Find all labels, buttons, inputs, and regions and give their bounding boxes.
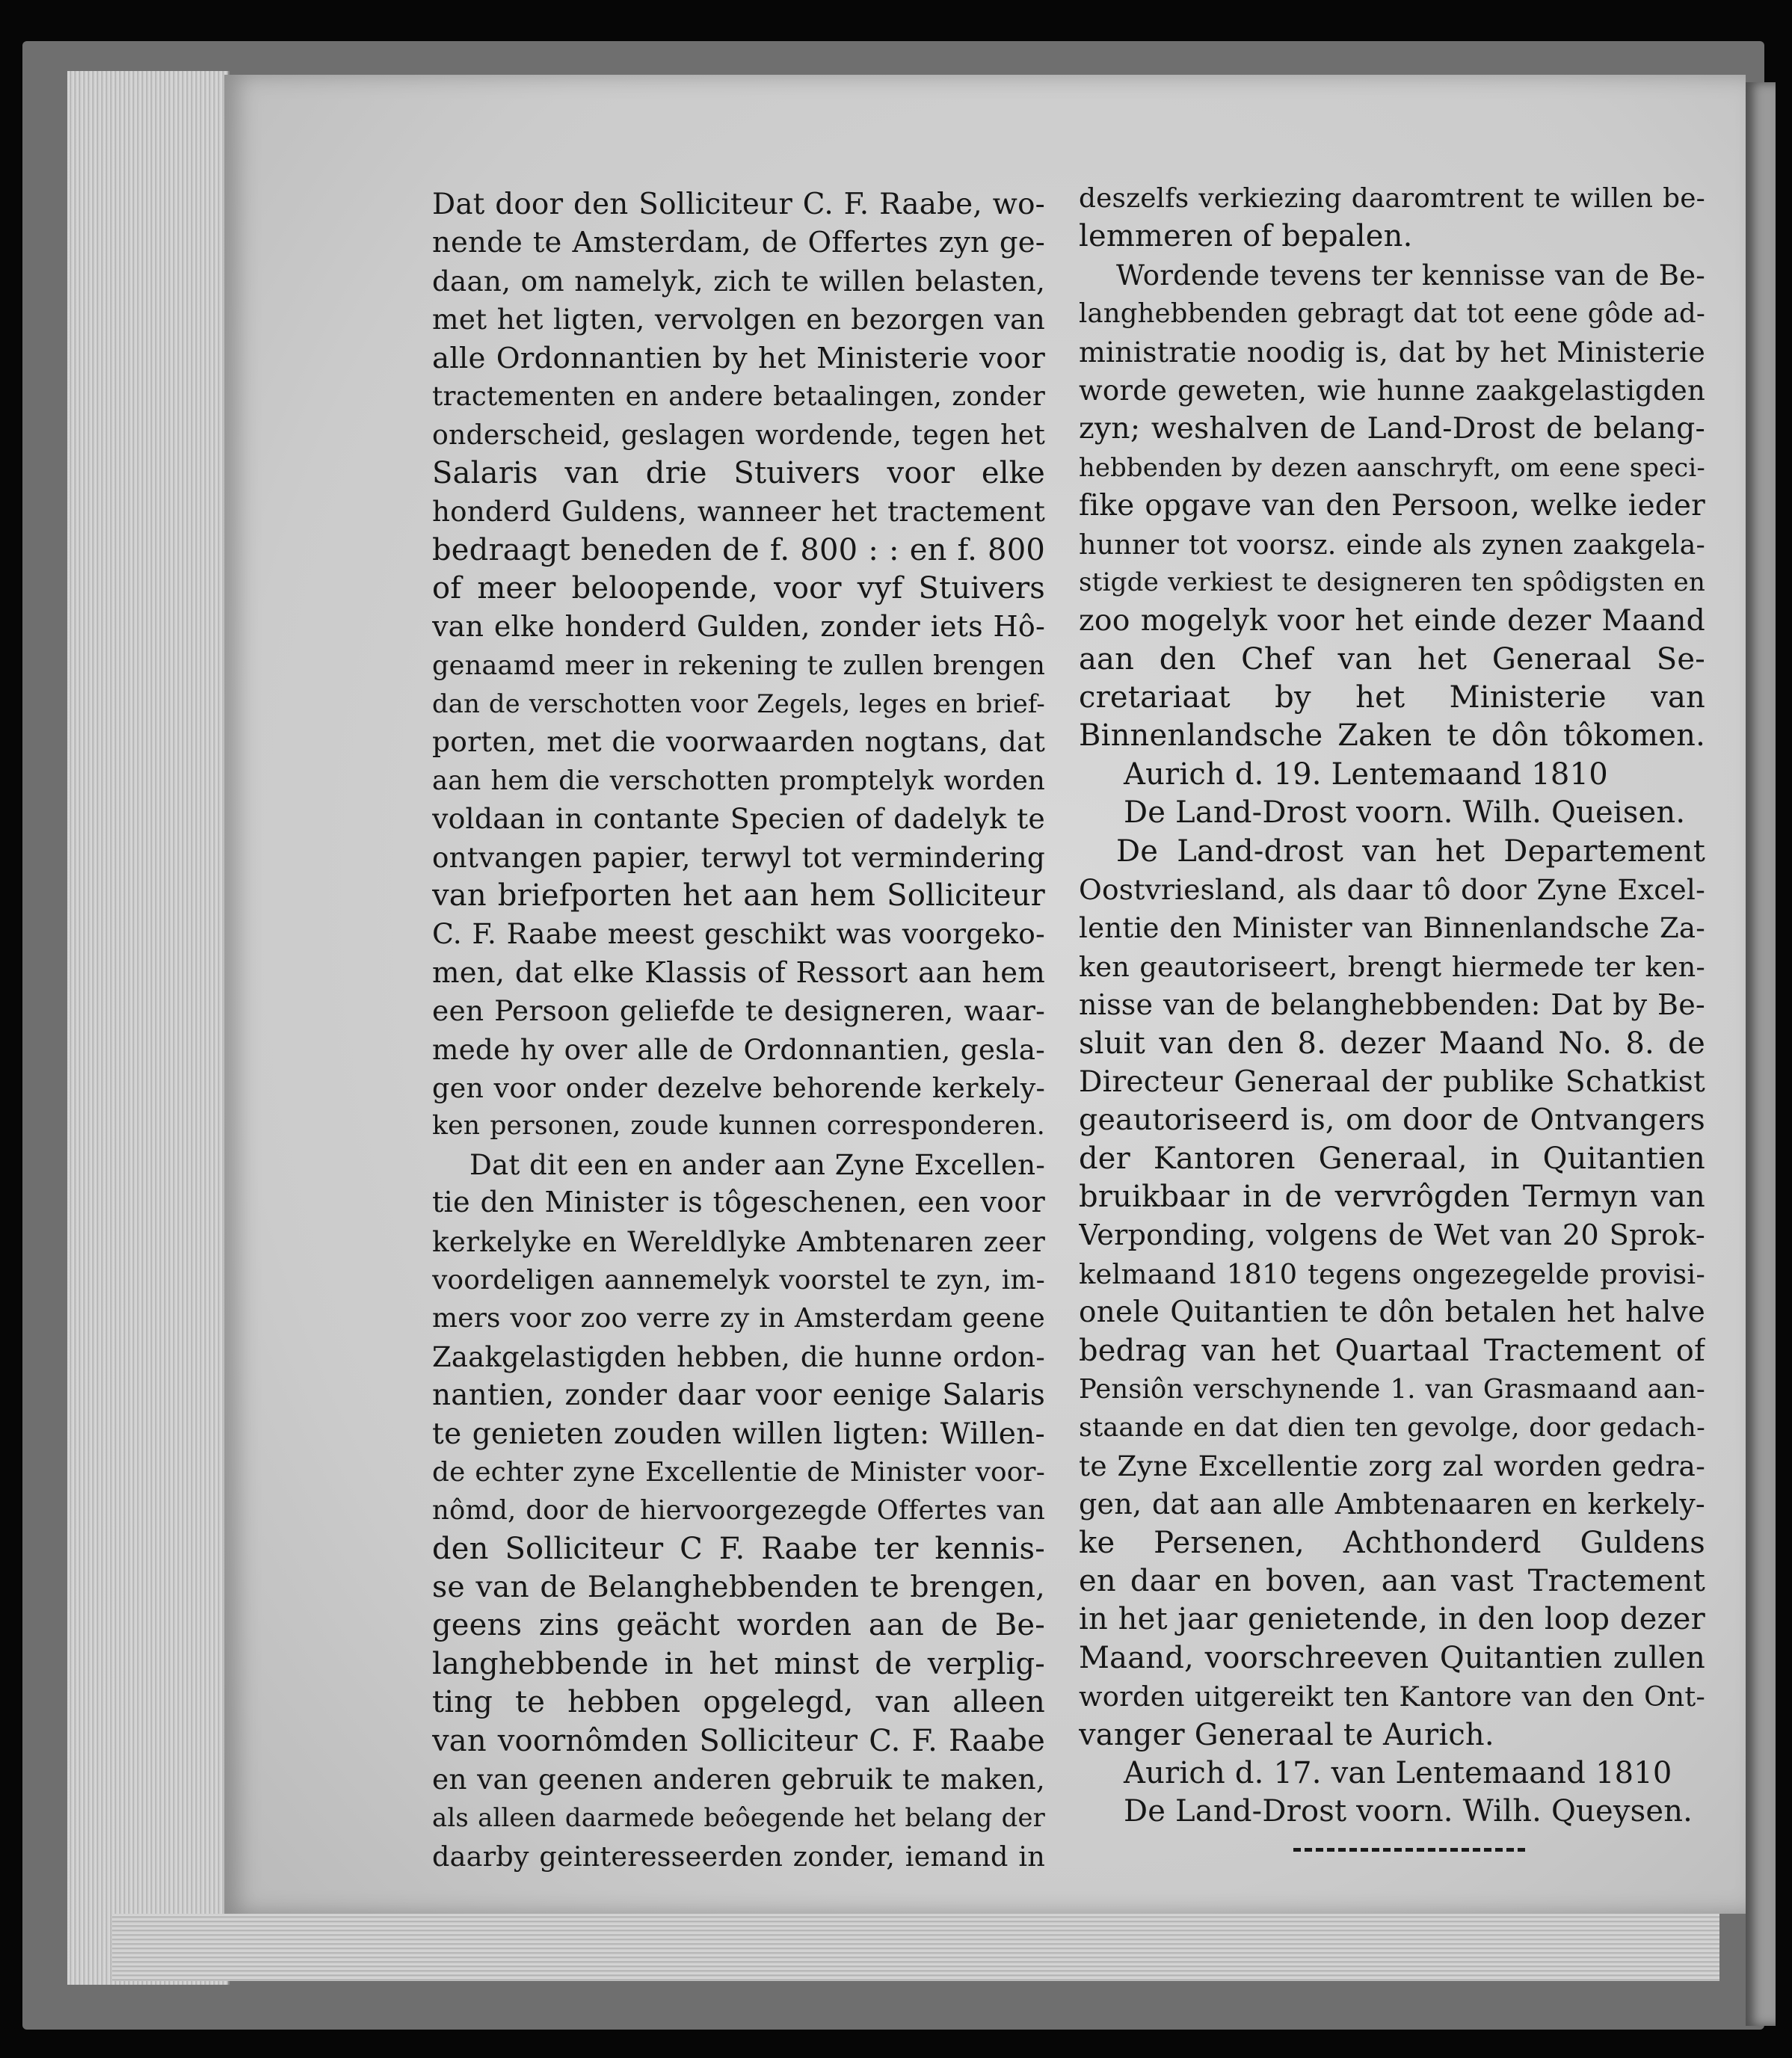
text-line: cretariaat by het Ministerie van	[1079, 680, 1705, 715]
text-line: worde geweten, wie hunne zaakgelastigden	[1079, 374, 1705, 407]
facing-page-edge	[1746, 82, 1776, 2026]
text-line: mede hy over alle de Ordonnantien, gesla-	[432, 1032, 1045, 1066]
text-line: C. F. Raabe meest geschikt was voorgeko-	[432, 917, 1045, 951]
text-line: mers voor zoo verre zy in Amsterdam geene	[432, 1303, 1045, 1334]
text-line: Verponding, volgens de Wet van 20 Sprok-	[1079, 1219, 1705, 1252]
signature-line: De Land-Drost voorn. Wilh. Queysen.	[1124, 1794, 1693, 1829]
text-line: van elke honderd Gulden, zonder iets Hô-	[432, 610, 1045, 644]
text-line: deszelfs verkiezing daaromtrent te willen be-	[1079, 183, 1705, 214]
signature-line: De Land-Drost voorn. Wilh. Queisen.	[1124, 795, 1686, 831]
text-line: Dat door den Solliciteur C. F. Raabe, wo-	[432, 188, 1045, 221]
text-line: bedrag van het Quartaal Tractement of	[1079, 1333, 1705, 1368]
text-line: den Solliciteur C F. Raabe ter kennis-	[432, 1531, 1045, 1566]
closing-dashed-rule	[1293, 1848, 1525, 1852]
text-line: hebbenden by dezen aanschryft, om eene speci-	[1079, 452, 1705, 482]
text-line: Salaris van drie Stuivers voor elke	[432, 455, 1045, 490]
text-line: ken geautoriseert, brengt hiermede ter ken-	[1079, 950, 1705, 983]
text-line: met het ligten, vervolgen en bezorgen van	[432, 303, 1045, 336]
text-line: De Land-drost van het Departement	[1116, 834, 1705, 869]
text-line: voldaan in contante Specien of dadelyk te	[432, 802, 1045, 836]
left-text-column	[432, 185, 1045, 1876]
text-line: Directeur Generaal der publike Schatkist	[1079, 1065, 1705, 1099]
text-line: dan de verschotten voor Zegels, leges en brief-	[432, 689, 1045, 719]
text-line: worden uitgereikt ten Kantore van den Ont-	[1079, 1680, 1705, 1713]
text-line: te genieten zouden willen ligten: Willen-	[432, 1417, 1045, 1451]
text-line: honderd Guldens, wanneer het tractement	[432, 495, 1045, 529]
text-line: Wordende tevens ter kennisse van de Be-	[1116, 259, 1705, 292]
text-line: genaamd meer in rekening te zullen brengen	[432, 650, 1045, 681]
text-line: van voornômden Solliciteur C. F. Raabe	[432, 1723, 1045, 1758]
text-line: tie den Minister is tôgeschenen, een voor	[432, 1186, 1045, 1220]
text-line: se van de Belanghebbenden te brengen,	[432, 1570, 1045, 1605]
text-line: in het jaar genietende, in den loop dezer	[1079, 1602, 1705, 1637]
text-line: lemmeren of bepalen.	[1079, 219, 1413, 254]
date-line: Aurich d. 17. van Lentemaand 1810	[1124, 1756, 1672, 1791]
text-line: en van geenen anderen gebruik te maken,	[432, 1763, 1045, 1796]
text-line: Zaakgelastigden hebben, die hunne ordon-	[432, 1340, 1045, 1373]
date-line: Aurich d. 19. Lentemaand 1810	[1124, 757, 1608, 792]
text-line: onderscheid, geslagen wordende, tegen het	[432, 419, 1045, 452]
text-line: tractementen en andere betaalingen, zonder	[432, 381, 1045, 412]
text-line: alle Ordonnantien by het Ministerie voor	[432, 341, 1045, 375]
text-line: nantien, zonder daar voor eenige Salaris	[432, 1378, 1045, 1413]
page-edges-left	[67, 71, 230, 1985]
text-line: sluit van den 8. dezer Maand No. 8. de	[1079, 1026, 1705, 1061]
text-line: Dat dit een en ander aan Zyne Excellen-	[469, 1147, 1045, 1181]
text-line: en daar en boven, aan vast Tractement	[1079, 1564, 1705, 1599]
text-line: langhebbende in het minst de verplig-	[432, 1646, 1045, 1681]
text-line: een Persoon geliefde te designeren, waar-	[432, 994, 1045, 1028]
text-line: ken personen, zoude kunnen corresponderen.	[432, 1111, 1045, 1142]
text-line: langhebbenden gebragt dat tot eene gôde ad-	[1079, 298, 1705, 330]
text-line: fike opgave van den Persoon, welke ieder	[1079, 489, 1705, 523]
text-line: bedraagt beneden de f. 800 : : en f. 800	[432, 532, 1045, 567]
text-line: geens zins geächt worden aan de Be-	[432, 1608, 1045, 1643]
text-line: Oostvriesland, als daar tô door Zyne Excel-	[1079, 873, 1705, 907]
text-line: ministratie noodig is, dat by het Ministerie	[1079, 335, 1705, 369]
text-line: zyn; weshalven de Land-Drost de belang-	[1079, 412, 1705, 446]
text-line: ke Persenen, Achthonderd Guldens	[1079, 1525, 1705, 1560]
text-line: staande en dat dien ten gevolge, door gedach-	[1079, 1412, 1705, 1443]
text-line: van briefporten het aan hem Solliciteur	[432, 878, 1045, 914]
text-line: onele Quitantien te dôn betalen het halve	[1079, 1296, 1705, 1330]
text-line: daarby geinteresseerden zonder, iemand in	[432, 1840, 1045, 1873]
text-line: bruikbaar in de vervrôgden Termyn van	[1079, 1180, 1705, 1215]
text-line: als alleen daarmede beôegende het belang der	[432, 1803, 1045, 1833]
text-line: gen, dat aan alle Ambtenaaren en kerkely-	[1079, 1488, 1705, 1521]
text-line: de echter zyne Excellentie de Minister voor-	[432, 1456, 1045, 1488]
text-line: lentie den Minister van Binnenlandsche Za-	[1079, 912, 1705, 945]
text-line: der Kantoren Generaal, in Quitantien	[1079, 1141, 1705, 1176]
text-line: geautoriseerd is, om door de Ontvangers	[1079, 1103, 1705, 1138]
text-line: kelmaand 1810 tegens ongezegelde provisi-	[1079, 1257, 1705, 1290]
text-line: kerkelyke en Wereldlyke Ambtenaren zeer	[432, 1224, 1045, 1258]
text-line: daan, om namelyk, zich te willen belasten,	[432, 264, 1045, 298]
text-line: porten, met die voorwaarden nogtans, dat	[432, 725, 1045, 759]
text-line: Pensiôn verschynende 1. van Grasmaand aan-	[1079, 1374, 1705, 1405]
text-line: vanger Generaal te Aurich.	[1079, 1717, 1494, 1752]
text-line: gen voor onder dezelve behorende kerkely-	[432, 1071, 1045, 1104]
text-line: nisse van de belanghebbenden: Dat by Be-	[1079, 988, 1705, 1022]
text-line: ting te hebben opgelegd, van alleen	[432, 1685, 1045, 1720]
text-line: aan den Chef van het Generaal Se-	[1079, 641, 1705, 677]
text-line: nende te Amsterdam, de Offertes zyn ge-	[432, 226, 1045, 260]
text-line: ontvangen papier, terwyl tot vermindering	[432, 840, 1045, 874]
text-line: voordeligen aannemelyk voorstel te zyn, im-	[432, 1264, 1045, 1296]
page-edges-bottom	[112, 1914, 1719, 1981]
text-line: men, dat elke Klassis of Ressort aan hem	[432, 955, 1045, 990]
text-line: te Zyne Excellentie zorg zal worden gedra-	[1079, 1449, 1705, 1482]
text-line: zoo mogelyk voor het einde dezer Maand	[1079, 604, 1705, 638]
text-line: of meer beloopende, voor vyf Stuivers	[432, 570, 1045, 606]
text-line: aan hem die verschotten promptelyk worden	[432, 765, 1045, 796]
text-line: stigde verkiest te designeren ten spôdigsten en	[1079, 567, 1705, 597]
text-line: hunner tot voorsz. einde als zynen zaakgela-	[1079, 528, 1705, 561]
text-line: nômd, door de hiervoorgezegde Offertes van	[432, 1495, 1045, 1526]
text-line: Binnenlandsche Zaken te dôn tôkomen.	[1079, 718, 1705, 754]
text-line: Maand, voorschreeven Quitantien zullen	[1079, 1640, 1705, 1675]
right-text-column	[1079, 179, 1705, 1831]
